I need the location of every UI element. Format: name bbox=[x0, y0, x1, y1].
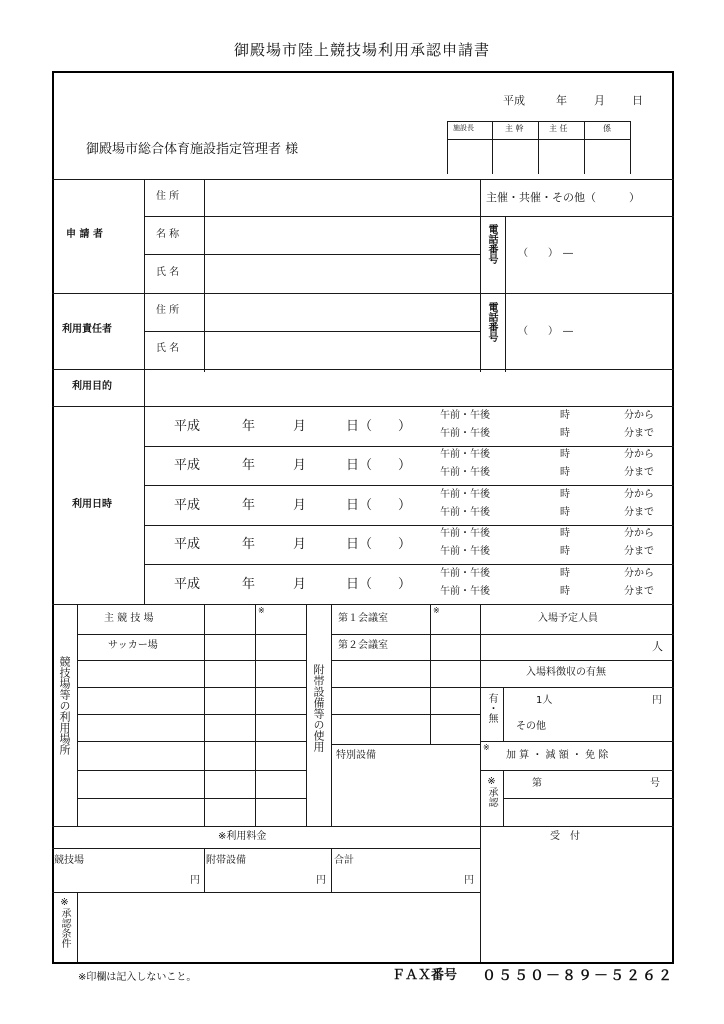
line-dt-bottom bbox=[52, 604, 674, 605]
dt-hour-to: 時 bbox=[560, 428, 570, 439]
date-year: 年 bbox=[556, 94, 567, 107]
line-label-col bbox=[144, 179, 145, 409]
line-fac-r1 bbox=[77, 634, 306, 635]
dt-day: 日（ ） bbox=[346, 458, 412, 473]
dt-ampm-to: 午前・午後 bbox=[440, 467, 490, 478]
dt-hour-to: 時 bbox=[560, 586, 570, 597]
line-fac-r7 bbox=[77, 798, 306, 799]
outer-border-right bbox=[672, 71, 674, 964]
stamp-label-2: 主 任 bbox=[549, 124, 568, 133]
date-day: 日 bbox=[632, 94, 643, 107]
dt-hour-from: 時 bbox=[560, 449, 570, 460]
fee-equipment-label: 附帯設備 bbox=[206, 855, 246, 866]
dt-hour-from: 時 bbox=[560, 410, 570, 421]
dt-ampm-to: 午前・午後 bbox=[440, 428, 490, 439]
adjust-options: 加 算 ・ 減 額 ・ 免 除 bbox=[506, 750, 609, 761]
dt-to: 分まで bbox=[624, 467, 654, 478]
line-fac-col4 bbox=[306, 604, 307, 826]
yes-no-label: 有・無 bbox=[486, 693, 497, 723]
approval-vertical-label: ※承認 bbox=[486, 776, 497, 807]
line-phone-col bbox=[505, 216, 506, 372]
dt-ampm-from: 午前・午後 bbox=[440, 489, 490, 500]
approval-condition-label: ※承認条件 bbox=[59, 897, 70, 948]
dt-to: 分まで bbox=[624, 428, 654, 439]
line-eq-r3 bbox=[331, 687, 480, 688]
line-fac-col2 bbox=[204, 604, 205, 826]
dt-hour-from: 時 bbox=[560, 528, 570, 539]
line-applicant-r2 bbox=[144, 254, 480, 255]
dt-hour-to: 時 bbox=[560, 467, 570, 478]
number-unit: 号 bbox=[650, 778, 660, 789]
line-eq-r5 bbox=[331, 744, 480, 745]
line-cond-col bbox=[77, 892, 78, 962]
line-fac-label-col bbox=[77, 604, 78, 826]
dt-day: 日（ ） bbox=[346, 498, 412, 513]
planned-attendance-label: 入場予定人員 bbox=[538, 613, 598, 624]
facility-vertical-label: 競技場等の利用場所 bbox=[58, 656, 71, 755]
stamp-label-1: 主 幹 bbox=[505, 124, 524, 133]
line-att-r4 bbox=[480, 741, 674, 742]
line-eq-r1 bbox=[331, 634, 480, 635]
dt-to: 分まで bbox=[624, 507, 654, 518]
equipment-vertical-label: 附帯設備等の使用 bbox=[312, 664, 325, 752]
line-fac-col3 bbox=[255, 604, 256, 826]
line-att-r2 bbox=[480, 660, 674, 661]
per-person-label: 1人 bbox=[536, 695, 553, 706]
responsible-label: 利用責任者 bbox=[62, 324, 112, 335]
date-month: 月 bbox=[594, 94, 605, 107]
stamp-label-3: 係 bbox=[603, 124, 611, 133]
date-era: 平成 bbox=[503, 94, 525, 107]
dt-hour-from: 時 bbox=[560, 489, 570, 500]
stamp-box-v2 bbox=[492, 121, 493, 174]
page-title: 御殿場市陸上競技場利用承認申請書 bbox=[233, 41, 490, 59]
line-fee-bottom bbox=[52, 892, 480, 893]
dt-ampm-from: 午前・午後 bbox=[440, 528, 490, 539]
dt-era: 平成 bbox=[174, 419, 201, 434]
line-att-r3 bbox=[480, 687, 674, 688]
dt-to: 分まで bbox=[624, 586, 654, 597]
line-eq-r4 bbox=[331, 714, 480, 715]
room1-label: 第１会議室 bbox=[338, 613, 388, 624]
applicant-phone-label: 電話番号 bbox=[486, 224, 497, 264]
other-label: その他 bbox=[516, 721, 546, 732]
line-dt-2 bbox=[144, 485, 674, 486]
stamp-box-v3 bbox=[538, 121, 539, 174]
line-fee-col2 bbox=[331, 848, 332, 892]
dt-year: 年 bbox=[242, 419, 256, 434]
dt-month: 月 bbox=[293, 537, 307, 552]
line-sublabel-col bbox=[204, 179, 205, 372]
people-unit: 人 bbox=[652, 640, 663, 653]
line-fac-r2 bbox=[77, 660, 306, 661]
sponsor-options: 主催・共催・その他（ ） bbox=[486, 191, 640, 204]
fax-label: ＦＡＸ番号 bbox=[392, 968, 458, 983]
line-purpose-bottom bbox=[52, 406, 674, 407]
adjust-note-mark: ※ bbox=[483, 743, 490, 752]
line-eq-r2 bbox=[331, 660, 480, 661]
dt-year: 年 bbox=[242, 537, 256, 552]
line-fac-r5 bbox=[77, 741, 306, 742]
applicant-address-label: 住 所 bbox=[156, 191, 180, 202]
dt-month: 月 bbox=[293, 577, 307, 592]
line-applicant-top bbox=[52, 179, 674, 180]
responsible-phone-label: 電話番号 bbox=[486, 302, 497, 342]
dt-year: 年 bbox=[242, 577, 256, 592]
line-fee-col1 bbox=[204, 848, 205, 892]
stamp-label-0: 施設長 bbox=[453, 124, 474, 132]
dt-ampm-to: 午前・午後 bbox=[440, 507, 490, 518]
applicant-org-label: 名 称 bbox=[156, 229, 180, 240]
dt-hour-from: 時 bbox=[560, 568, 570, 579]
responsible-name-label: 氏 名 bbox=[156, 343, 180, 354]
fee-equipment-yen: 円 bbox=[316, 875, 326, 886]
dt-day: 日（ ） bbox=[346, 419, 412, 434]
fax-number: ０５５０－８９－５２６２ bbox=[482, 968, 674, 984]
line-fac-r6 bbox=[77, 770, 306, 771]
dt-from: 分から bbox=[624, 528, 654, 539]
dt-era: 平成 bbox=[174, 577, 201, 592]
line-fac-r4 bbox=[77, 714, 306, 715]
dt-hour-to: 時 bbox=[560, 546, 570, 557]
dt-era: 平成 bbox=[174, 458, 201, 473]
line-resp-bottom bbox=[52, 369, 674, 370]
line-fac-col7 bbox=[480, 604, 481, 962]
footer-note: ※印欄は記入しないこと。 bbox=[78, 972, 197, 983]
room-note-mark: ※ bbox=[433, 606, 440, 615]
dt-month: 月 bbox=[293, 498, 307, 513]
outer-border-bottom bbox=[52, 962, 674, 964]
special-equipment-label: 特別設備 bbox=[336, 750, 376, 761]
stamp-box-v1 bbox=[447, 121, 448, 174]
outer-border-top bbox=[52, 71, 674, 73]
line-att-yesno-col bbox=[503, 687, 504, 741]
dt-year: 年 bbox=[242, 498, 256, 513]
line-fac-col6 bbox=[430, 604, 431, 744]
line-applicant-bottom bbox=[52, 293, 674, 294]
dt-from: 分から bbox=[624, 489, 654, 500]
purpose-label: 利用目的 bbox=[72, 381, 112, 392]
dt-month: 月 bbox=[293, 419, 307, 434]
fee-total-yen: 円 bbox=[464, 875, 474, 886]
yen-label-1: 円 bbox=[652, 695, 662, 706]
line-dt-3 bbox=[144, 525, 674, 526]
line-dt-1 bbox=[144, 446, 674, 447]
reception-label: 受 付 bbox=[550, 831, 580, 842]
dt-from: 分から bbox=[624, 568, 654, 579]
dt-ampm-from: 午前・午後 bbox=[440, 449, 490, 460]
dt-day: 日（ ） bbox=[346, 577, 412, 592]
fee-section-label: ※利用料金 bbox=[218, 831, 267, 842]
line-right-col bbox=[480, 179, 481, 372]
line-fac-col5 bbox=[331, 604, 332, 826]
responsible-phone-format: （ ） ― bbox=[518, 326, 573, 337]
line-resp-mid bbox=[144, 331, 480, 332]
outer-border-left bbox=[52, 71, 54, 964]
line-applicant-r1 bbox=[144, 216, 674, 217]
line-att-r5 bbox=[480, 770, 674, 771]
fee-stadium-yen: 円 bbox=[190, 875, 200, 886]
dt-era: 平成 bbox=[174, 498, 201, 513]
dt-year: 年 bbox=[242, 458, 256, 473]
dt-hour-to: 時 bbox=[560, 507, 570, 518]
line-att-r1 bbox=[480, 634, 674, 635]
applicant-phone-format: （ ） ― bbox=[518, 248, 573, 259]
datetime-label: 利用日時 bbox=[72, 499, 112, 510]
line-fee-header bbox=[52, 848, 480, 849]
dt-month: 月 bbox=[293, 458, 307, 473]
line-dt-4 bbox=[144, 564, 674, 565]
dt-ampm-to: 午前・午後 bbox=[440, 586, 490, 597]
applicant-name-label: 氏 名 bbox=[156, 267, 180, 278]
dt-day: 日（ ） bbox=[346, 537, 412, 552]
line-att-r6 bbox=[503, 798, 674, 799]
fee-total-label: 合計 bbox=[334, 855, 354, 866]
soccer-field-label: サッカー場 bbox=[108, 640, 158, 651]
stamp-box-v4 bbox=[584, 121, 585, 174]
dt-from: 分から bbox=[624, 410, 654, 421]
dt-ampm-to: 午前・午後 bbox=[440, 546, 490, 557]
dt-from: 分から bbox=[624, 449, 654, 460]
room2-label: 第２会議室 bbox=[338, 640, 388, 651]
line-fac-r3 bbox=[77, 687, 306, 688]
dt-to: 分まで bbox=[624, 546, 654, 557]
line-fac-bottom bbox=[52, 826, 480, 827]
responsible-address-label: 住 所 bbox=[156, 305, 180, 316]
line-datetime-label-col bbox=[144, 406, 145, 604]
number-label: 第 bbox=[532, 778, 542, 789]
dt-era: 平成 bbox=[174, 537, 201, 552]
fee-collection-label: 入場料徴収の有無 bbox=[526, 667, 606, 678]
line-att-bottom bbox=[480, 826, 674, 827]
dt-ampm-from: 午前・午後 bbox=[440, 568, 490, 579]
stamp-box-v5 bbox=[630, 121, 631, 174]
main-field-label: 主 競 技 場 bbox=[104, 613, 154, 624]
facility-note-mark: ※ bbox=[258, 606, 265, 615]
fee-stadium-label: 競技場 bbox=[54, 855, 84, 866]
applicant-label: 申 請 者 bbox=[66, 229, 103, 240]
addressee: 御殿場市総合体育施設指定管理者 様 bbox=[86, 142, 299, 157]
dt-ampm-from: 午前・午後 bbox=[440, 410, 490, 421]
